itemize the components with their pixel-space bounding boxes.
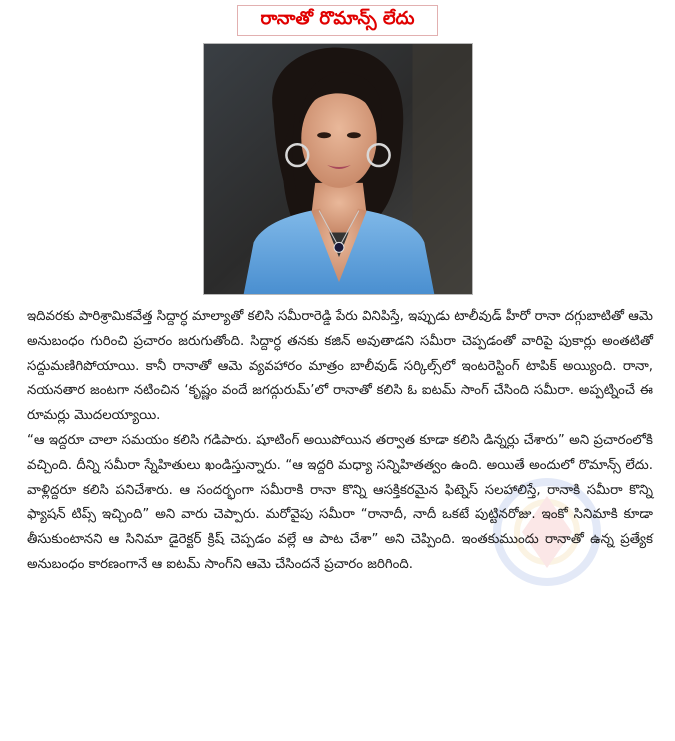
article-paragraph-2: “ఆ ఇద్దరూ చాలా సమయం కలిసి గడిపారు. షూటింగ్ అయిపోయిన తర్వాత కూడా కలిసి డిన్నర్లు చేశారు” అని ప్రచారంలోకి వచ్చింది. దీన్ని సమీరా స్నేహితులు ఖండిస్తున్నారు. “ఆ ఇద్దరి మధ్యా సన్నిహితత్వం ఉంది. అయితే అందులో రొమాన్స్ లేదు. వాళ్లిద్దరూ కలిసి పనిచేశారు. ఆ సందర్భంగా సమీరాకి రానా కొన్ని ఆసక్తికరమైన ఫిట్నెస్ సలహాలిస్తే, రానాకి సమీరా కొన్ని ఫ్యాషన్ టిప్స్ ఇచ్చింది” అని వారు చెప్పారు. మరోవైపు సమీరా “రానాదీ, నాదీ ఒకటే పుట్టినరోజు. ఇంకో సినిమాకి కూడా తీసుకుంటానని ఆ సినిమా డైరెక్టర్ క్రిష్ చెప్పడం వల్లే ఆ పాట చేశా” అని చెప్పింది. ఇంతకుముందు రానాతో ఉన్న ప్రత్యేక అనుబంధం కారణంగానే ఆ ఐటమ్ సాంగ్‌ని ఆమె చేసిందనే ప్రచారం జరిగింది. xyxy=(27,432,653,572)
article-body xyxy=(27,305,653,578)
article-photo xyxy=(203,43,473,295)
headline-box xyxy=(237,5,438,36)
article-paragraph-1: ఇదివరకు పారిశ్రామికవేత్త సిద్దార్ధ మాల్యాతో కలిసి సమీరారెడ్డి పేరు వినిపిస్తే, ఇప్పుడు టాలీవుడ్ హీరో రానా దగ్గుబాటితో ఆమె అనుబంధం గురించి ప్రచారం జరుగుతోంది. సిద్దార్ధ తనకు కజిన్ అవుతాడని సమీరా చెప్పడంతో వారిపై పుకార్లు అంతటితో సద్దుమణిగిపోయాయి. కానీ రానాతో ఆమె వ్యవహారం మాత్రం బాలీవుడ్ సర్కిల్స్‌లో ఇంటరెస్టింగ్ టాపిక్ అయ్యింది. రానా, నయనతార జంటగా నటించిన ‘కృష్ణం వందే జగద్గురుమ్’లో రానాతో కలిసి ఓ ఐటమ్ సాంగ్ చేసింది సమీరా. అప్పట్నించే ఈ రూమర్లు మొదలయ్యాయి. xyxy=(27,309,653,424)
article-headline: రానాతో రొమాన్స్ లేదు xyxy=(260,8,415,29)
portrait-photo-icon xyxy=(204,44,472,294)
